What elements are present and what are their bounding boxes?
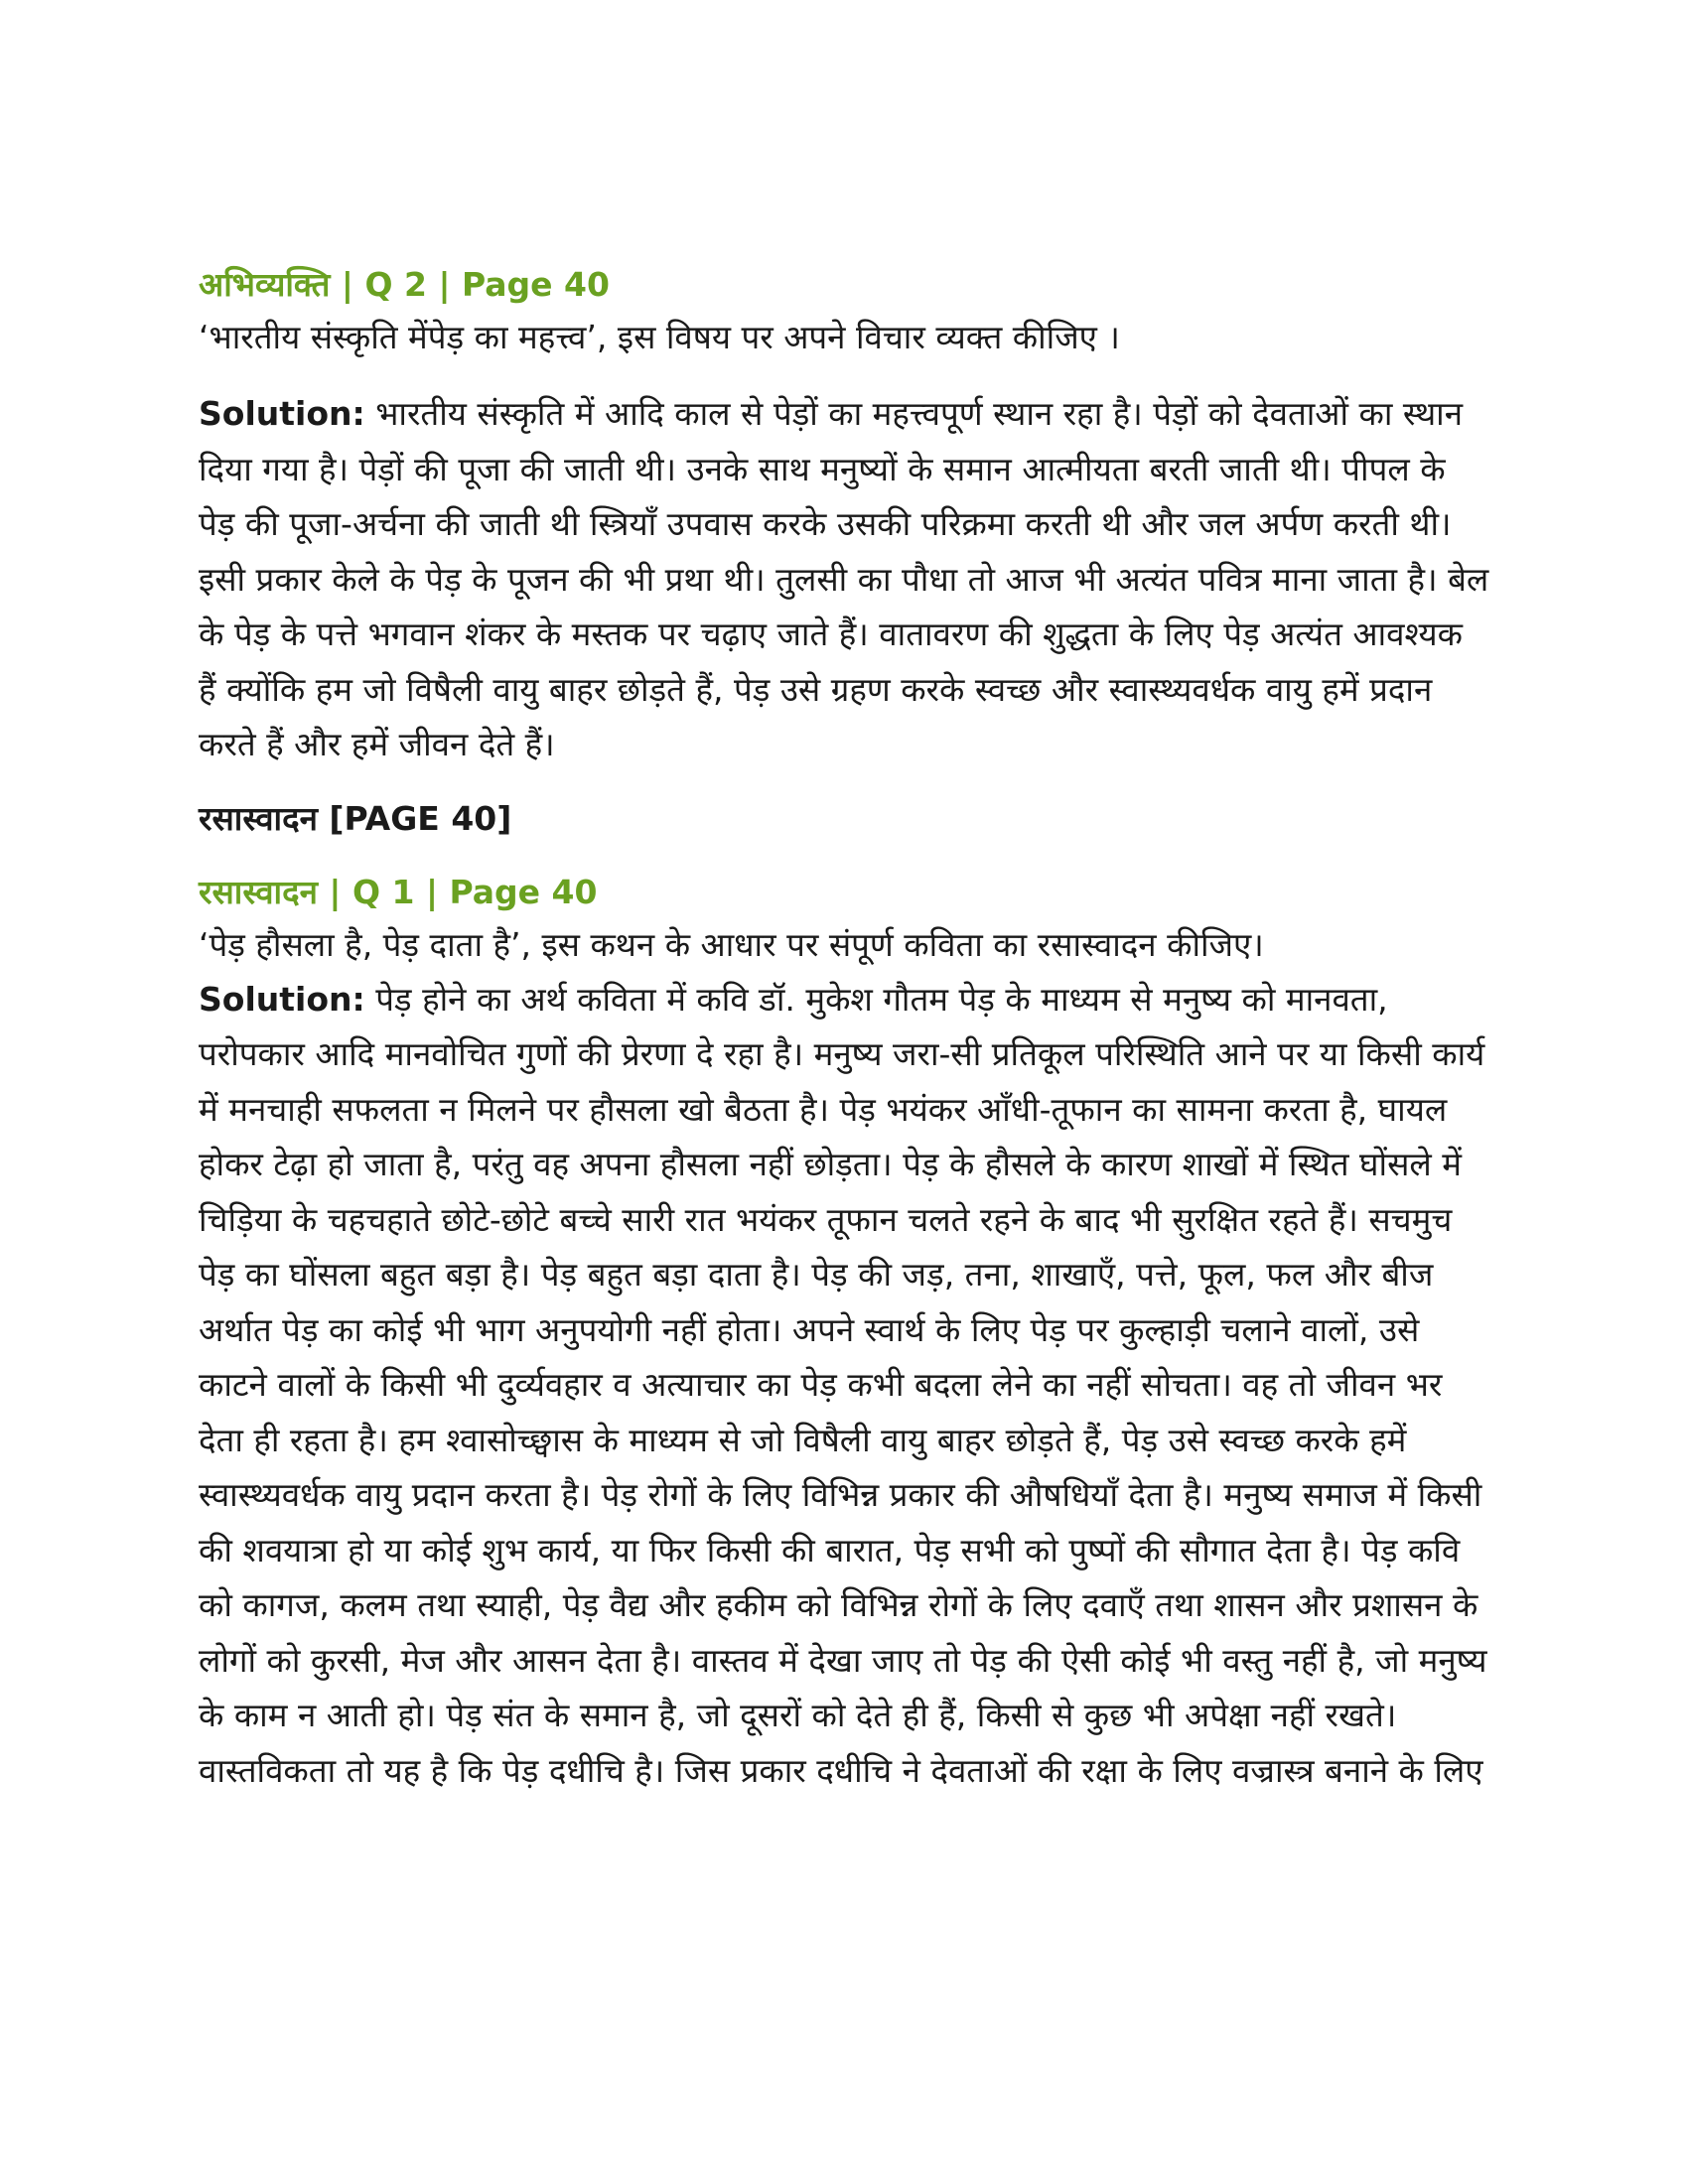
- solution-text-q2: भारतीय संस्कृति में आदि काल से पेड़ों का महत्त्वपूर्ण स्थान रहा है। पेड़ों को देवताओं का स्थान दिया गया है। पेड़ों की पूजा की जाती थी। उनके साथ मनुष्यों के समान आत्मीयता बरती जाती थी। पीपल के पेड़ की पूजा-अर्चना की जाती थी स्त्रियाँ उपवास करके उसकी परिक्रमा करती थी और जल अर्पण करती थी। इसी प्रकार केले के पेड़ के पूजन की भी प्रथा थी। तुलसी का पौधा तो आज भी अत्यंत पवित्र माना जाता है। बेल के पेड़ के पत्ते भगवान शंकर के मस्तक पर चढ़ाए जाते हैं। वातावरण की शुद्धता के लिए पेड़ अत्यंत आवश्यक हैं क्योंकि हम जो विषैली वायु बाहर छोड़ते हैं, पेड़ उसे ग्रहण करके स्वच्छ और स्वास्थ्यवर्धक वायु हमें प्रदान करते हैं और हमें जीवन देते हैं।: [199, 394, 1489, 763]
- spacer: [199, 844, 1489, 868]
- solution-label: Solution:: [199, 979, 365, 1019]
- section-page-ref: [PAGE 40]: [317, 798, 512, 838]
- solution-text-q1: पेड़ होने का अर्थ कविता में कवि डॉ. मुकेश गौतम पेड़ के माध्यम से मनुष्य को मानवता, परोपकार आदि मानवोचित गुणों की प्रेरणा दे रहा है। मनुष्य जरा-सी प्रतिकूल परिस्थिति आने पर या किसी कार्य में मनचाही सफलता न मिलने पर हौसला खो बैठता है। पेड़ भयंकर आँधी-तूफान का सामना करता है, घायल होकर टेढ़ा हो जाता है, परंतु वह अपना हौसला नहीं छोड़ता। पेड़ के हौसले के कारण शाखों में स्थित घोंसले में चिड़िया के चहचहाते छोटे-छोटे बच्चे सारी रात भयंकर तूफान चलते रहने के बाद भी सुरक्षित रहते हैं। सचमुच पेड़ का घोंसला बहुत बड़ा है। पेड़ बहुत बड़ा दाता है। पेड़ की जड़, तना, शाखाएँ, पत्ते, फूल, फल और बीज अर्थात पेड़ का कोई भी भाग अनुपयोगी नहीं होता। अपने स्वार्थ के लिए पेड़ पर कुल्हाड़ी चलाने वालों, उसे काटने वालों के किसी भी दुर्व्यवहार व अत्याचार का पेड़ कभी बदला लेने का नहीं सोचता। वह तो जीवन भर देता ही रहता है। हम श्वासोच्छ्वास के माध्यम से जो विषैली वायु बाहर छोड़ते हैं, पेड़ उसे स्वच्छ करके हमें स्वास्थ्यवर्धक वायु प्रदान करता है। पेड़ रोगों के लिए विभिन्न प्रकार की औषधियाँ देता है। मनुष्य समाज में किसी की शवयात्रा हो या कोई शुभ कार्य, या फिर किसी की बारात, पेड़ सभी को पुष्पों की सौगात देता है। पेड़ कवि को कागज, कलम तथा स्याही, पेड़ वैद्य और हकीम को विभिन्न रोगों के लिए दवाएँ तथा शासन और प्रशासन के लोगों को कुरसी, मेज और आसन देता है। वास्तव में देखा जाए तो पेड़ की ऐसी कोई भी वस्तु नहीं है, जो मनुष्य के काम न आती हो। पेड़ संत के समान है, जो दूसरों को देते ही हैं, किसी से कुछ भी अपेक्षा नहीं रखते। वास्तविकता तो यह है कि पेड़ दधीचि है। जिस प्रकार दधीचि ने देवताओं की रक्षा के लिए वज्रास्त्र बनाने के लिए: [199, 979, 1487, 1790]
- solution-label: Solution:: [199, 394, 365, 433]
- document-page: [199, 260, 1489, 1798]
- spacer: [199, 364, 1489, 386]
- question-text-q1: ‘पेड़ हौसला है, पेड़ दाता है’, इस कथन के आधार पर संपूर्ण कविता का रसास्वादन कीजिए।: [199, 924, 1264, 964]
- question-text-q2: ‘भारतीय संस्कृति मेंपेड़ का महत्त्व’, इस विषय पर अपने विचार व्यक्त कीजिए ।: [199, 318, 1120, 356]
- question-heading-q2: अभिव्यक्ति | Q 2 | Page 40: [199, 265, 610, 304]
- section-heading: [199, 794, 1489, 844]
- question-heading-q1: रसास्वादन | Q 1 | Page 40: [199, 872, 598, 911]
- solution-paragraph-q1: [199, 972, 1489, 1799]
- solution-paragraph-q2: [199, 386, 1489, 772]
- section-title: रसास्वादन: [199, 798, 318, 838]
- spacer: [199, 772, 1489, 794]
